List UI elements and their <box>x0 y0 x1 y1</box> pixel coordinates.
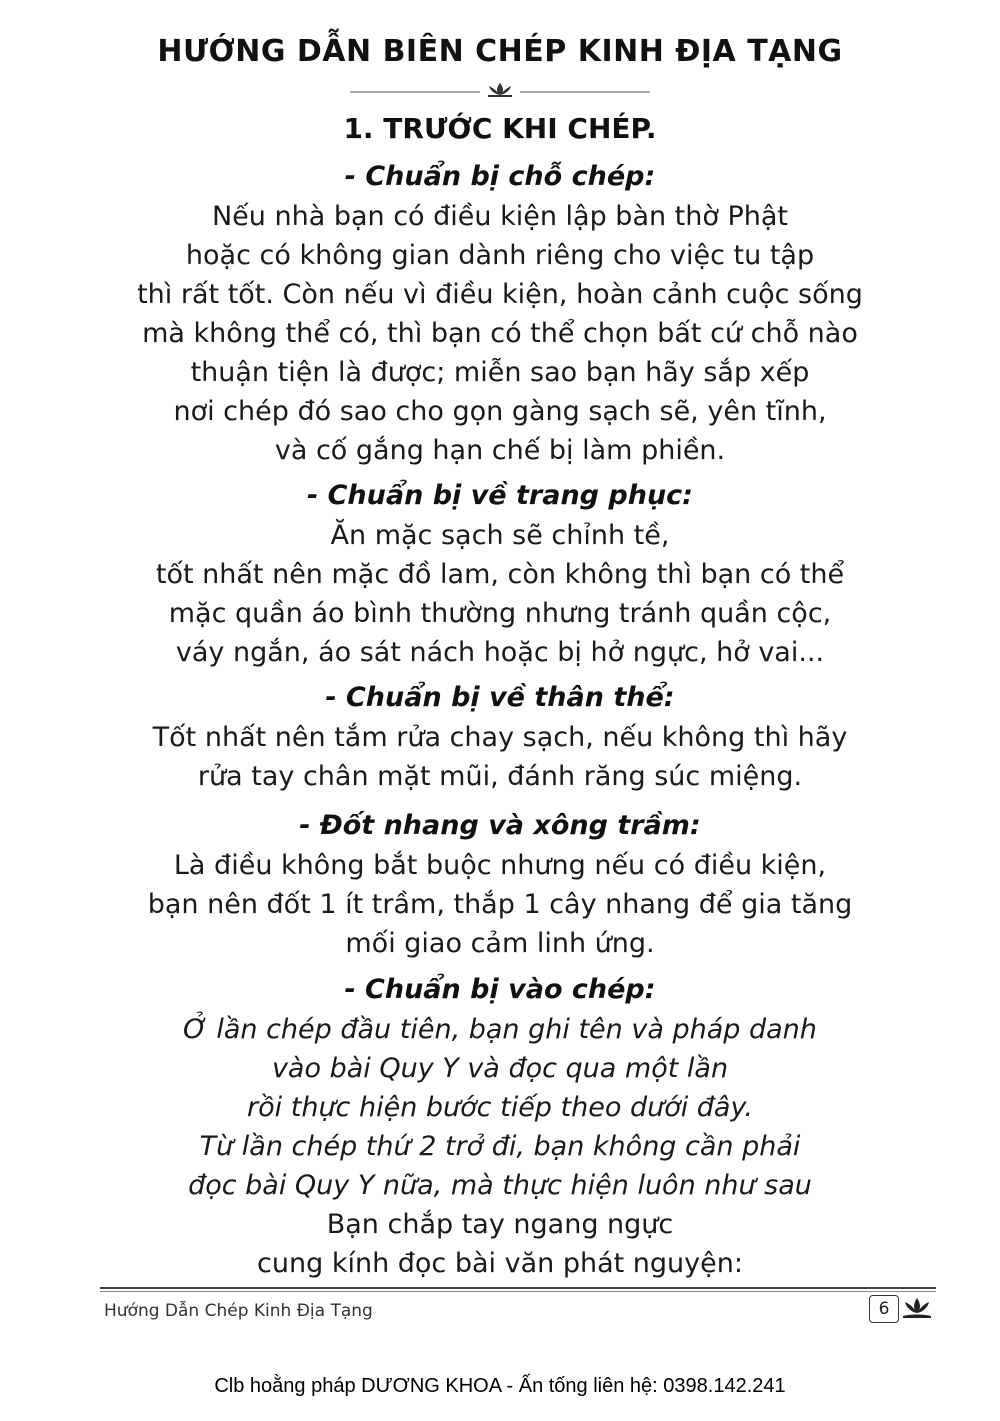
text-line: Là điều không bắt buộc nhưng nếu có điều kiện, <box>173 850 827 881</box>
prep-clothing-block <box>60 476 940 672</box>
text-line: vào bài Quy Y và đọc qua một lần <box>271 1053 729 1084</box>
footer-divider-thin <box>100 1291 936 1292</box>
text-line: thuận tiện là được; miễn sao bạn hãy sắp xếp <box>190 357 810 388</box>
text-line: rồi thực hiện bước tiếp theo dưới đây. <box>247 1092 753 1123</box>
block-heading: - Chuẩn bị về thân thể: <box>325 682 675 713</box>
block-heading: - Đốt nhang và xông trầm: <box>299 810 701 841</box>
text-line: Nếu nhà bạn có điều kiện lập bàn thờ Phật <box>211 201 789 232</box>
text-line: hoặc có không gian dành riêng cho việc tu tập <box>185 240 815 271</box>
prep-place-block <box>60 157 940 470</box>
text-line: đọc bài Quy Y nữa, mà thực hiện luôn như sau <box>188 1170 812 1201</box>
incense-block <box>60 806 940 963</box>
text-line: Ở lần chép đầu tiên, bạn ghi tên và pháp danh <box>183 1014 817 1045</box>
prep-copy-block <box>60 970 940 1283</box>
text-line: váy ngắn, áo sát nách hoặc bị hở ngực, hở vai... <box>175 637 825 668</box>
text-line: mối giao cảm linh ứng. <box>345 928 655 959</box>
text-line: cung kính đọc bài văn phát nguyện: <box>257 1248 743 1279</box>
publisher-credit: Clb hoằng pháp DƯƠNG KHOA - Ấn tống liên hệ: 0398.142.241 <box>214 1375 786 1397</box>
text-line: bạn nên đốt 1 ít trầm, thắp 1 cây nhang để gia tăng <box>147 889 853 920</box>
lotus-icon <box>900 1295 934 1321</box>
prep-body-block <box>60 678 940 796</box>
text-line: thì rất tốt. Còn nếu vì điều kiện, hoàn cảnh cuộc sống <box>137 279 863 310</box>
text-line: mà không thể có, thì bạn có thể chọn bất cứ chỗ nào <box>142 318 858 349</box>
text-line: tốt nhất nên mặc đồ lam, còn không thì bạn có thể <box>155 559 845 590</box>
section-heading: 1. TRƯỚC KHI CHÉP. <box>343 112 657 145</box>
text-line: Từ lần chép thứ 2 trở đi, bạn không cần phải <box>199 1131 801 1162</box>
text-line: rửa tay chân mặt mũi, đánh răng súc miệng. <box>197 761 803 792</box>
block-heading: - Chuẩn bị về trang phục: <box>307 480 693 511</box>
page-number: 6 <box>869 1295 899 1323</box>
block-heading: - Chuẩn bị vào chép: <box>344 974 656 1005</box>
text-line: Bạn chắp tay ngang ngực <box>326 1209 674 1240</box>
text-line: và cố gắng hạn chế bị làm phiền. <box>274 435 726 466</box>
text-line: nơi chép đó sao cho gọn gàng sạch sẽ, yên tĩnh, <box>173 396 827 427</box>
block-heading: - Chuẩn bị chỗ chép: <box>344 161 656 192</box>
text-line: Ăn mặc sạch sẽ chỉnh tề, <box>330 520 670 551</box>
footer-title: Hướng Dẫn Chép Kinh Địa Tạng <box>104 1301 373 1321</box>
text-line: mặc quần áo bình thường nhưng tránh quần cộc, <box>168 598 832 629</box>
lotus-divider-icon <box>350 80 650 100</box>
page-title: HƯỚNG DẪN BIÊN CHÉP KINH ĐỊA TẠNG <box>157 34 843 69</box>
italic-instructions <box>60 1010 940 1205</box>
text-line: Tốt nhất nên tắm rửa chay sạch, nếu không thì hãy <box>152 722 848 753</box>
footer-divider <box>100 1287 936 1289</box>
